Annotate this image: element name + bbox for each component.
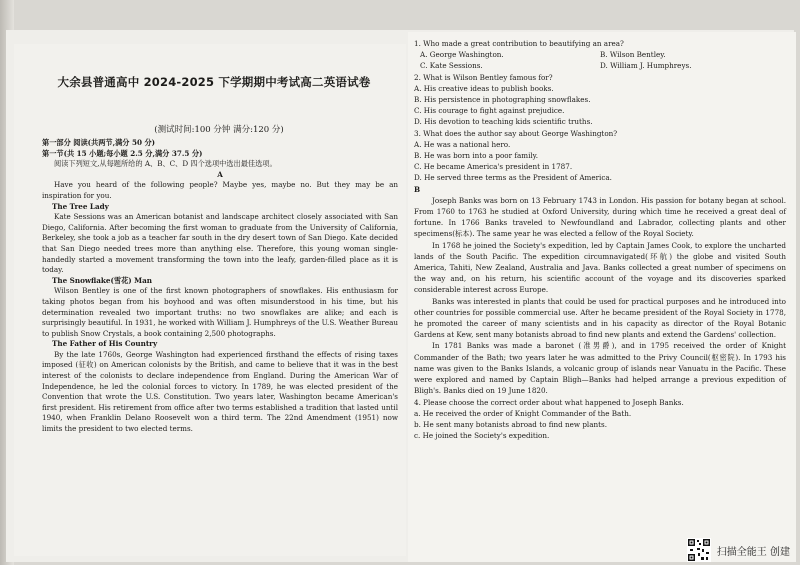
- watermark-text: 扫描全能王 创建: [716, 546, 790, 558]
- question-2-option-c: C. His courage to fight against prejudice.: [414, 106, 565, 116]
- paragraph-snowflake-man: Wilson Bentley is one of the first known photographers of snowflakes. His enthusiasm for taking photos began from his boyhood and was often misunderstood in his time, but his determination revealed two important truths: no two snowflakes are alike; and each is surprisingly beautiful. In 1931, he worked with William J. Humphreys of the U.S. Weather Bureau to publish Snow Crystals, a book containing 2,500 photographs.: [42, 286, 398, 338]
- qr-code-icon: [687, 538, 711, 562]
- passage-b-paragraph-1: Joseph Banks was born on 13 February 1743 in London. His passion for botany began at school. From 1760 to 1763 he studied at Oxford University, during which time he received a great deal of fortune. In 1766 Banks traveled to Newfoundland and Labrador, collecting plants and other specimens(标本). The same year he was elected a fellow of the Royal Society.: [414, 195, 786, 239]
- question-1-options: [420, 49, 786, 71]
- passage-b-paragraph-4: In 1781 Banks was made a baronet (准男爵), and in 1795 received the order of Knight Commander of the Bath; two years later he was admitted to the Privy Council(枢密院). In 1793 his name was given to the Banks Islands, a volcanic group of islands near Vanuatu in the Pacific. These were explored and named by Captain Bligh—Banks had helped arrange a previous expedition of Bligh's. Banks died on 19 June 1820.: [414, 341, 786, 396]
- question-2-stem: 2. What is Wilson Bentley famous for?: [414, 72, 553, 82]
- heading-tree-lady: The Tree Lady: [52, 201, 109, 211]
- question-3-option-b: B. He was born into a poor family.: [414, 151, 539, 161]
- passage-b-label: B: [414, 184, 421, 194]
- scanner-watermark: [687, 537, 790, 563]
- question-4-item-a: a. He received the order of Knight Commander of the Bath.: [414, 408, 632, 418]
- question-1-option-a: A. George Washington.: [420, 50, 504, 60]
- right-body: [414, 38, 786, 441]
- intro-paragraph: Have you heard of the following people? Maybe yes, maybe no. But they may be an inspiration for you.: [42, 180, 398, 200]
- question-4-item-b: b. He sent many botanists abroad to find new plants.: [414, 419, 607, 429]
- instruction: 阅读下列短文,从每题所给的 A、B、C、D 四个选项中选出最佳选项。: [54, 159, 277, 169]
- question-3-option-a: A. He was a national hero.: [414, 139, 511, 149]
- heading-father-country: The Father of His Country: [52, 339, 158, 349]
- question-1-option-d: D. William J. Humphreys.: [600, 61, 692, 71]
- question-1-option-c: C. Kate Sessions.: [420, 61, 483, 71]
- question-2-option-b: B. His persistence in photographing snowflakes.: [414, 95, 591, 105]
- question-1-option-b: B. Wilson Bentley.: [600, 50, 666, 60]
- passage-a-label: A: [217, 169, 223, 179]
- heading-snowflake-man: The Snowflake(雪花) Man: [52, 275, 153, 285]
- left-body: [42, 138, 398, 435]
- paragraph-tree-lady: Kate Sessions was an American botanist and landscape architect closely associated with San Diego, California. After becoming the first woman to graduate from the University of California, Berkeley, she took a job as a teacher far south in the dry desert town of San Diego. Kate decided that San Diego needed trees more than anything else. Therefore, this young woman single-handedly started a movement transforming the town into the leafy, garden-filled place as it is today.: [42, 212, 398, 275]
- passage-b-paragraph-2: In 1768 he joined the Society's expedition, led by Captain James Cook, to explore the uncharted lands of the South Pacific. The expedition circumnavigated(环航) the globe and visited South America, Tahiti, New Zealand, Australia and Java. Banks collected a great number of specimens on the way and, on his return, his scientific account of the voyage and its discoveries sparked considerable interest across Europe.: [414, 240, 786, 295]
- question-2-option-d: D. His devotion to teaching kids scientific truths.: [414, 117, 593, 127]
- question-4-stem: 4. Please choose the correct order about what happened to Joseph Banks.: [414, 397, 684, 407]
- question-4-item-c: c. He joined the Society's expedition.: [414, 431, 550, 441]
- left-page: [14, 44, 406, 556]
- question-1-stem: 1. Who made a great contribution to beautifying an area?: [414, 39, 624, 48]
- question-2-option-a: A. His creative ideas to publish books.: [414, 83, 554, 93]
- question-3-stem: 3. What does the author say about George Washington?: [414, 128, 618, 138]
- exam-subtitle: (测试时间:100 分钟 满分:120 分): [154, 125, 284, 135]
- question-3-option-d: D. He served three terms as the President of America.: [414, 173, 612, 183]
- paragraph-father-country: By the late 1760s, George Washington had experienced firsthand the effects of rising taxes imposed (征收) on American colonists by the British, and came to believe that it was in the best interest of the colonists to declare independence from England. During the American War of Independence, he led the colonial forces to victory. In 1789, he was elected president of the Convention that wrote the U.S. Constitution. Two years later, Washington became American's first president. His retirement from office after two terms established a tradition that lasted until 1940, when Franklin Delano Roosevelt won a third term. The 22nd Amendment (1951) now limits the president to two elected terms.: [42, 349, 398, 434]
- exam-title: 大余县普通高中 2024-2025 下学期期中考试高二英语试卷: [57, 75, 371, 89]
- right-page: [408, 32, 796, 562]
- passage-b-paragraph-3: Banks was interested in plants that could be used for practical purposes and he introduced into other countries for possible commercial use. After he became president of the Royal Society in 1778, he promoted the career of many scientists and in his capacity as director of the Royal Botanic Gardens at Kew, sent many botanists abroad to find new plants and extend the Gardens' collection.: [414, 296, 786, 340]
- question-3-option-c: C. He became America's president in 1787.: [414, 162, 573, 172]
- section-one-heading: 第一节(共 15 小题;每小题 2.5 分,满分 37.5 分): [42, 148, 203, 158]
- part-one-heading: 第一部分 阅读(共两节,满分 50 分): [42, 138, 156, 147]
